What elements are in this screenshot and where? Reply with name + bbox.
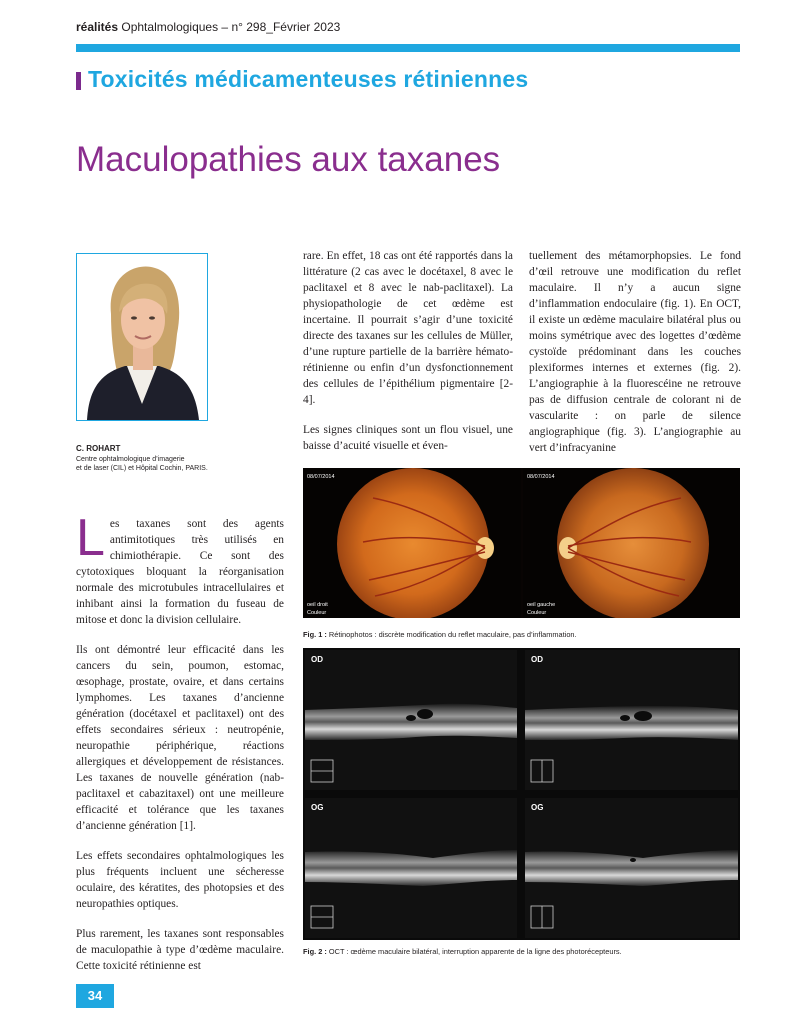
paragraph: Plus rarement, les taxanes sont responsables de maculopathie à type d’œdème maculaire. Cette toxicité rétinienne est: [76, 928, 284, 972]
page-number: 34: [87, 988, 103, 1003]
journal-name: réalités: [76, 20, 119, 34]
paragraph: rare. En effet, 18 cas ont été rapportés dans la littérature (2 cas avec le docétaxel, 8 avec le paclitaxel et 8 avec le nab-paclitaxel). La physiopathologie de cet œdème est incertaine. Il pourrait s’agir d’une toxicité directe des taxanes sur les cellules de Müller, d’une rupture partielle de la barrière hémato-rétinienne ou enfin d’un dysfonctionnement des cellules de l’épithélium pigmentaire [2-4].: [303, 250, 513, 406]
section-rubric: Toxicités médicamenteuses rétiniennes: [88, 66, 529, 92]
figure-label: Fig. 2 :: [303, 947, 327, 956]
author-affiliation: Centre ophtalmologique d’imagerie: [76, 456, 185, 463]
fundus-left-eye: [557, 468, 709, 618]
issue-info: Ophtalmologiques – n° 298_Février 2023: [121, 20, 341, 34]
caption-text: Rétinophotos : discrète modification du reflet maculaire, pas d’inflammation.: [328, 630, 577, 639]
journal-masthead: [76, 20, 340, 34]
paragraph-text: es taxanes sont des agents antimitotiques très utilisés en chimiothérapie. Ce sont des cytotoxiques bloquant la réorganisation normale des microtubules intracellulaires et inhibant ainsi la formation du fuseau de mitose et donc la division cellulaire.: [76, 518, 284, 626]
oct-od-left: [305, 650, 517, 790]
portrait-photo: [77, 254, 207, 420]
fig1-mode-right: Couleur: [527, 610, 547, 616]
paragraph: Les signes cliniques sont un flou visuel, une baisse d’acuité visuelle et éven-: [303, 424, 513, 452]
drop-cap: L: [76, 509, 105, 567]
fig1-mode-left: Couleur: [307, 610, 327, 616]
oct-og-left: [305, 798, 517, 938]
author-name: C. ROHART: [76, 444, 121, 453]
figure-2-caption: [303, 947, 622, 956]
fig1-eye-right: oeil gauche: [527, 602, 556, 608]
text-column-3: [529, 248, 741, 470]
rubric-marker: [76, 72, 81, 90]
retinophoto-pair: [303, 468, 740, 618]
text-column-1: [76, 509, 284, 988]
paragraph: tuellement des métamorphopsies. Le fond d’œil retrouve une modification du reflet maculaire. Il n’y a aucun signe d’inflammation endoculaire (fig. 1). En OCT, il existe un œdème maculaire bilatéral plus ou moins symétrique avec des logettes d’œdème cystoïde prédominant dans les couches plexiformes internes et externes (fig. 2). L’angiographie à la fluorescéine ne retrouve pas de diffusion centrale de colorant ni de vascularite : on parle de silence angiographique (fig. 3). L’angiographie au vert d’infracyanine: [529, 250, 741, 454]
oct-scans: [303, 648, 740, 940]
oct-od-right: [525, 650, 738, 790]
paragraph: Ils ont démontré leur efficacité dans les cancers du sein, poumon, estomac, œsophage, prostate, ovaire, et dans certains lymphomes. Les taxanes d’ancienne génération (docétaxel et paclitaxel) ont des effets secondaires sérieux : neutropénie, neuropathie périphérique, réactions allergiques et développement de résistances. Les taxanes de nouvelle génération (nab-paclitaxel et cabazitaxel) ont une meilleure efficacité et tolérance que les taxanes d’ancienne génération [1].: [76, 644, 284, 832]
caption-text: OCT : œdème maculaire bilatéral, interruption apparente de la ligne des photorécepteurs.: [328, 947, 622, 956]
figure-label: Fig. 1 :: [303, 630, 327, 639]
figure-1-retinophotos: [303, 468, 740, 618]
oct-label-og-left: OG: [311, 803, 324, 812]
oct-og-right: [525, 798, 738, 938]
author-portrait: [76, 253, 208, 421]
header-rule: [76, 44, 740, 52]
oct-label-od-left: OD: [311, 655, 323, 664]
article-title: Maculopathies aux taxanes: [76, 140, 501, 179]
text-column-2: [303, 248, 513, 468]
oct-label-od-right: OD: [531, 655, 543, 664]
paragraph-intro: [76, 509, 284, 628]
oct-label-og-right: OG: [531, 803, 544, 812]
fig1-date-left: 08/07/2014: [307, 474, 335, 480]
figure-1-caption: [303, 630, 577, 639]
fig1-date-right: 08/07/2014: [527, 474, 555, 480]
fig1-eye-left: oeil droit: [307, 602, 328, 608]
paragraph: Les effets secondaires ophtalmologiques les plus fréquents incluent une sécheresse oculaire, des kératites, des photopsies et des neuropathies optiques.: [76, 850, 284, 910]
figure-2-oct: [303, 648, 740, 940]
author-affiliation-2: et de laser (CIL) et Hôpital Cochin, PARIS.: [76, 465, 208, 472]
